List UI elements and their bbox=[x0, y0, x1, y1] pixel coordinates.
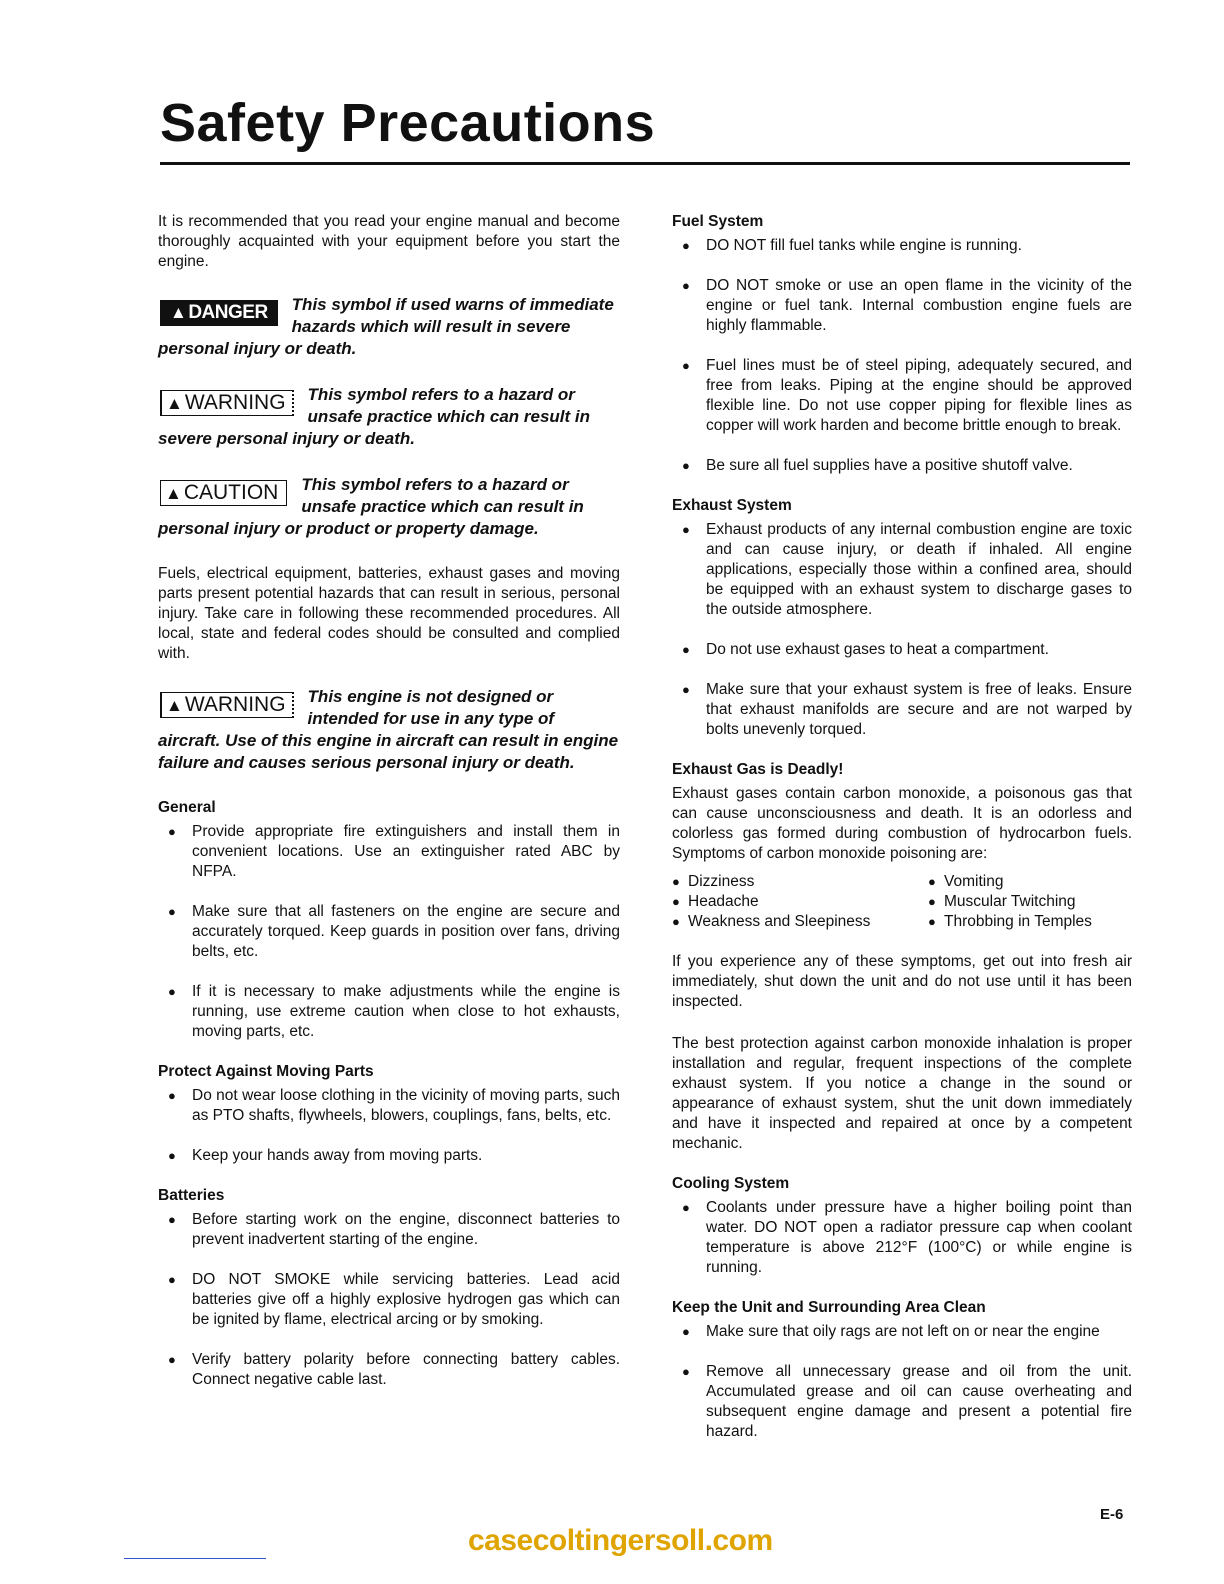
warning-badge-label: WARNING bbox=[184, 391, 286, 414]
list-item: ● Be sure all fuel supplies have a positive shutoff valve. bbox=[672, 456, 1132, 476]
exhaust-deadly-section bbox=[672, 760, 1132, 1154]
list-item: ● Make sure that all fasteners on the engine are secure and accurately torqued. Keep guards in position over fans, driving belts, etc. bbox=[158, 902, 620, 962]
warning-badge-label: WARNING bbox=[184, 693, 286, 716]
cooling-section bbox=[672, 1174, 1132, 1278]
watermark: casecoltingersoll.com bbox=[468, 1524, 773, 1557]
warning-text: This symbol refers to a hazard or unsafe practice which can result in severe personal injury or death. bbox=[158, 385, 591, 448]
danger-text: This symbol if used warns of immediate hazards which will result in severe personal injury or death. bbox=[158, 295, 614, 358]
fuel-section bbox=[672, 212, 1132, 476]
page-number: E-6 bbox=[1100, 1506, 1124, 1523]
co-paragraph: Exhaust gases contain carbon monoxide, a poisonous gas that can cause unconsciousness and death. It is an odorless and colorless gas formed during combustion of hydrocarbon fuels. Symptoms of carbon monoxide poisoning are: bbox=[672, 785, 1132, 862]
symptom-item: ● Weakness and Sleepiness bbox=[672, 912, 928, 932]
danger-callout bbox=[158, 294, 620, 360]
danger-badge-label: DANGER bbox=[188, 302, 268, 323]
general-section bbox=[158, 798, 620, 1042]
caution-callout bbox=[158, 474, 620, 540]
list-item: ● Make sure that oily rags are not left on or near the engine bbox=[672, 1322, 1132, 1342]
intro-paragraph: It is recommended that you read your engine manual and become thoroughly acquainted with your equipment before you start the engine. bbox=[158, 213, 620, 270]
list-item: ● Fuel lines must be of steel piping, adequately secured, and free from leaks. Piping at the engine should be approved flexible line. Do not use copper piping for flexible lines as copper will work harden and become brittle enough to break. bbox=[672, 356, 1132, 436]
caution-badge-label: CAUTION bbox=[183, 481, 279, 504]
clean-section bbox=[672, 1298, 1132, 1442]
warning-badge bbox=[160, 692, 294, 718]
hazards-paragraph: Fuels, electrical equipment, batteries, exhaust gases and moving parts present potential hazards that can result in serious, personal injury. Take care in following these recommended procedures. All local, state and federal codes should be consulted and complied with. bbox=[158, 565, 620, 662]
section-heading: Exhaust System bbox=[672, 497, 792, 514]
list-item: ● Make sure that your exhaust system is free of leaks. Ensure that exhaust manifolds are secure and are not warped by bolts unevenly torqued. bbox=[672, 680, 1132, 740]
right-column bbox=[672, 212, 1132, 1462]
list-item: ● If it is necessary to make adjustments while the engine is running, use extreme caution when close to hot exhausts, moving parts, etc. bbox=[158, 982, 620, 1042]
moving-parts-section bbox=[158, 1062, 620, 1166]
exhaust-section bbox=[672, 496, 1132, 740]
list-item: ● Verify battery polarity before connecting battery cables. Connect negative cable last. bbox=[158, 1350, 620, 1390]
warning-triangle-icon: ▲ bbox=[165, 484, 182, 503]
symptom-item: ● Headache bbox=[672, 892, 928, 912]
warning-triangle-icon: ▲ bbox=[166, 696, 183, 715]
list-item: ● Keep your hands away from moving parts. bbox=[158, 1146, 620, 1166]
list-item: ● Before starting work on the engine, disconnect batteries to prevent inadvertent starting of the engine. bbox=[158, 1210, 620, 1250]
aircraft-warning-text: This engine is not designed or intended for use in any type of aircraft. Use of this engine in aircraft can result in engine failure and causes serious personal injury or death. bbox=[158, 687, 619, 772]
warning-triangle-icon: ▲ bbox=[170, 303, 187, 322]
section-heading: Fuel System bbox=[672, 213, 764, 230]
list-item: ● Do not wear loose clothing in the vicinity of moving parts, such as PTO shafts, flywheels, blowers, couplings, fans, belts, etc. bbox=[158, 1086, 620, 1126]
section-heading: General bbox=[158, 799, 216, 816]
page-title: Safety Precautions bbox=[160, 93, 656, 153]
warning-triangle-icon: ▲ bbox=[166, 394, 183, 413]
list-item: ● DO NOT SMOKE while servicing batteries. Lead acid batteries give off a highly explosive hydrogen gas which can be ignited by flame, electrical arcing or by smoking. bbox=[158, 1270, 620, 1330]
list-item: ● Remove all unnecessary grease and oil from the unit. Accumulated grease and oil can cause overheating and subsequent engine damage and present a potential fire hazard. bbox=[672, 1362, 1132, 1442]
aircraft-warning-callout bbox=[158, 686, 620, 774]
section-heading: Exhaust Gas is Deadly! bbox=[672, 761, 844, 778]
list-item: ● Coolants under pressure have a higher boiling point than water. DO NOT open a radiator pressure cap when coolant temperature is above 212°F (100°C) or while engine is running. bbox=[672, 1198, 1132, 1278]
section-heading: Keep the Unit and Surrounding Area Clean bbox=[672, 1299, 986, 1316]
list-item: ● Exhaust products of any internal combustion engine are toxic and can cause injury, or death if inhaled. All engine applications, especially those within a confined area, should be equipped with an exhaust system to discharge gases to the outside atmosphere. bbox=[672, 520, 1132, 620]
batteries-section bbox=[158, 1186, 620, 1390]
symptom-list bbox=[672, 872, 1132, 932]
caution-text: This symbol refers to a hazard or unsafe practice which can result in personal injury or product or property damage. bbox=[158, 475, 584, 538]
symptom-item: ● Muscular Twitching bbox=[928, 892, 1128, 912]
symptom-item: ● Vomiting bbox=[928, 872, 1128, 892]
left-column bbox=[158, 212, 620, 1410]
footer-line bbox=[124, 1558, 266, 1559]
caution-badge bbox=[160, 480, 287, 506]
symptom-item: ● Throbbing in Temples bbox=[928, 912, 1128, 932]
warning-badge bbox=[160, 390, 294, 416]
danger-badge bbox=[160, 300, 278, 326]
section-heading: Cooling System bbox=[672, 1175, 790, 1192]
title-rule bbox=[160, 162, 1130, 165]
list-item: ● Provide appropriate fire extinguishers and install them in convenient locations. Use an extinguisher rated ABC by NFPA. bbox=[158, 822, 620, 882]
warning-callout bbox=[158, 384, 620, 450]
list-item: ● DO NOT smoke or use an open flame in the vicinity of the engine or fuel tank. Internal combustion engine fuels are highly flammable. bbox=[672, 276, 1132, 336]
list-item: ● DO NOT fill fuel tanks while engine is running. bbox=[672, 236, 1132, 256]
list-item: ● Do not use exhaust gases to heat a compartment. bbox=[672, 640, 1132, 660]
symptoms-action-paragraph: If you experience any of these symptoms, get out into fresh air immediately, shut down the unit and do not use until it has been inspected. bbox=[672, 953, 1132, 1010]
symptom-item: ● Dizziness bbox=[672, 872, 928, 892]
section-heading: Batteries bbox=[158, 1187, 225, 1204]
protection-paragraph: The best protection against carbon monoxide inhalation is proper installation and regular, frequent inspections of the complete exhaust system. If you notice a change in the sound or appearance of exhaust system, shut the unit down immediately and have it inspected and repaired at once by a competent mechanic. bbox=[672, 1035, 1132, 1152]
section-heading: Protect Against Moving Parts bbox=[158, 1063, 374, 1080]
